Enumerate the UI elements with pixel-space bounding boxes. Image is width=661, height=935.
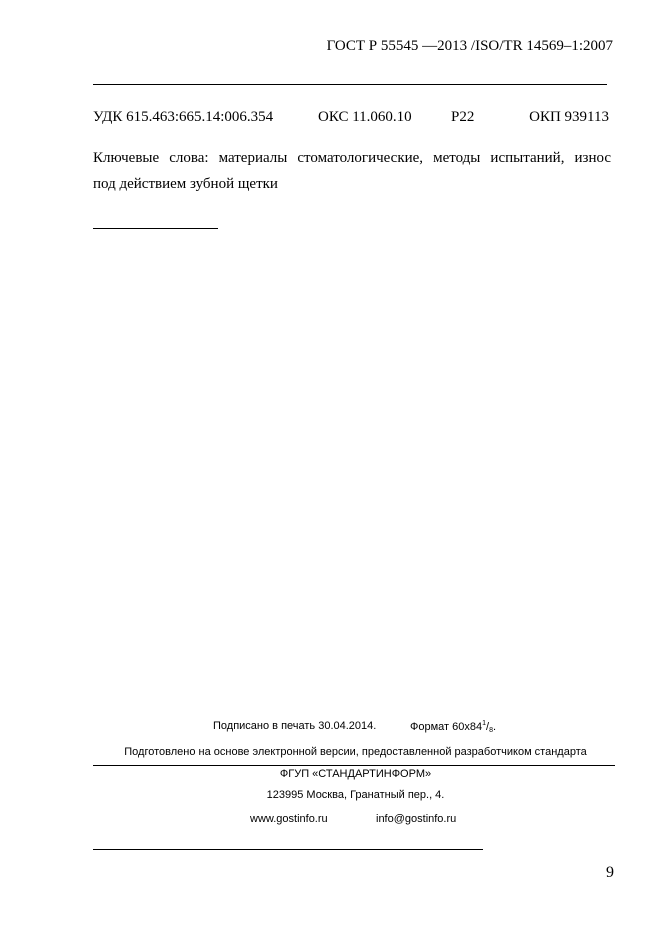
page-number: 9: [606, 864, 614, 881]
okp-code: ОКП 939113: [529, 109, 609, 125]
publisher-address: 123995 Москва, Гранатный пер., 4.: [266, 789, 445, 801]
bottom-divider: [93, 849, 483, 850]
publisher-name: ФГУП «СТАНДАРТИНФОРМ»: [279, 768, 432, 780]
oks-code: ОКС 11.060.10: [318, 109, 412, 125]
udk-code: УДК 615.463:665.14:006.354: [93, 109, 274, 125]
keywords-line-1: Ключевые слова: материалы стоматологические, методы испытаний, износ: [93, 150, 611, 166]
format-end: .: [492, 721, 497, 733]
keywords-paragraph: [93, 145, 611, 197]
format-numerator: 1: [482, 720, 487, 727]
imprint-divider: [93, 765, 615, 766]
email-link[interactable]: info@gostinfo.ru: [376, 813, 457, 825]
end-of-text-rule: [93, 228, 218, 229]
group-code: Р22: [451, 109, 475, 125]
prepared-note: Подготовлено на основе электронной версии, предоставленной разработчиком стандарта: [124, 746, 587, 758]
format-denominator: 8: [489, 727, 493, 734]
format-label: Формат 60x84: [410, 721, 483, 733]
website-link[interactable]: www.gostinfo.ru: [250, 813, 328, 825]
signed-to-print: Подписано в печать 30.04.2014.: [213, 720, 377, 732]
paper-format: Формат $60x84^1/_8$.: [410, 720, 497, 734]
keywords-line-2: под действием зубной щетки: [93, 176, 278, 192]
header-divider: [93, 84, 607, 85]
standard-code-header: ГОСТ Р 55545 —2013 /ISO/TR 14569–1:2007: [326, 38, 613, 54]
